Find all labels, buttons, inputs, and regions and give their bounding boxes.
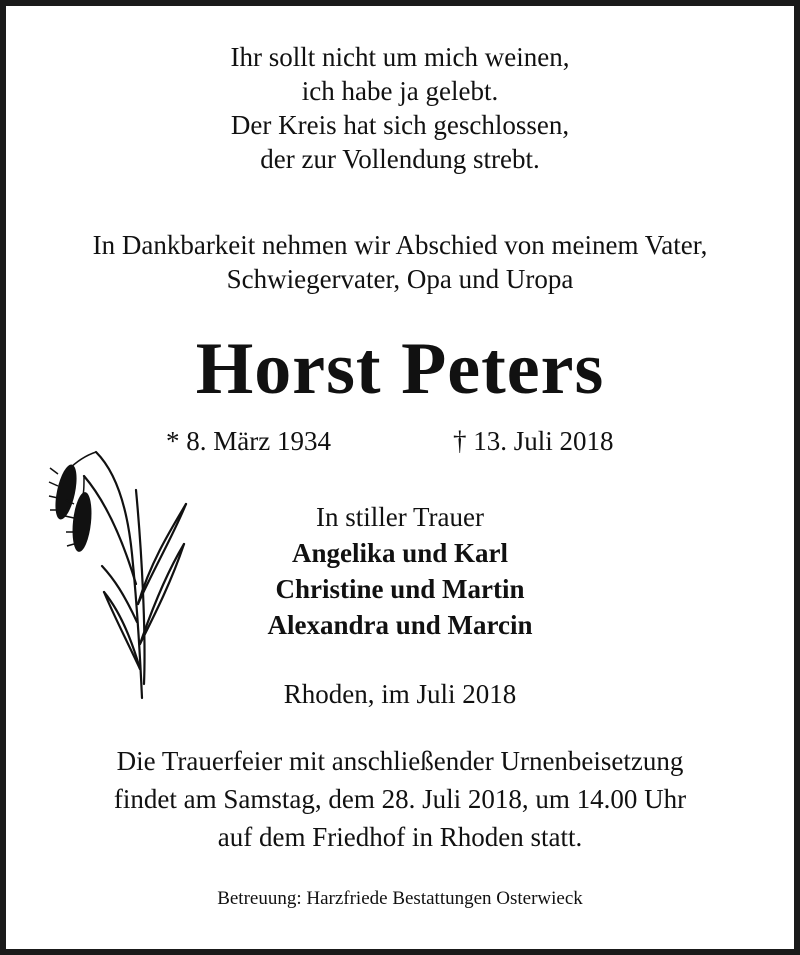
undertaker-credit: Betreuung: Harzfriede Bestattungen Osterwieck (217, 888, 583, 909)
intro-line-1: In Dankbarkeit nehmen wir Abschied von meinem Vater, (92, 230, 708, 260)
poem-line-2: ich habe ja gelebt. (301, 76, 499, 106)
ceremony-line-1: Die Trauerfeier mit anschließender Urnenbeisetzung (116, 746, 684, 776)
mourner-3: Alexandra und Marcin (267, 610, 533, 640)
ceremony-line-3: auf dem Friedhof in Rhoden statt. (217, 822, 583, 852)
mourning-heading: In stiller Trauer (316, 502, 484, 532)
death-date: † 13. Juli 2018 (453, 426, 614, 456)
poem (6, 40, 794, 176)
poem-line-1: Ihr sollt nicht um mich weinen, (230, 42, 570, 72)
mourner-1: Angelika und Karl (291, 538, 509, 568)
poem-line-4: der zur Vollendung strebt. (260, 144, 540, 174)
birth-date: * 8. März 1934 (166, 426, 331, 456)
intro-line-2: Schwiegervater, Opa und Uropa (226, 264, 574, 294)
poem-line-3: Der Kreis hat sich geschlossen, (230, 110, 570, 140)
deceased-name: Horst Peters (195, 328, 605, 410)
mourner-2: Christine und Martin (275, 574, 525, 604)
ceremony-line-2: findet am Samstag, dem 28. Juli 2018, um 14.00 Uhr (113, 784, 687, 814)
place-date: Rhoden, im Juli 2018 (283, 679, 517, 709)
